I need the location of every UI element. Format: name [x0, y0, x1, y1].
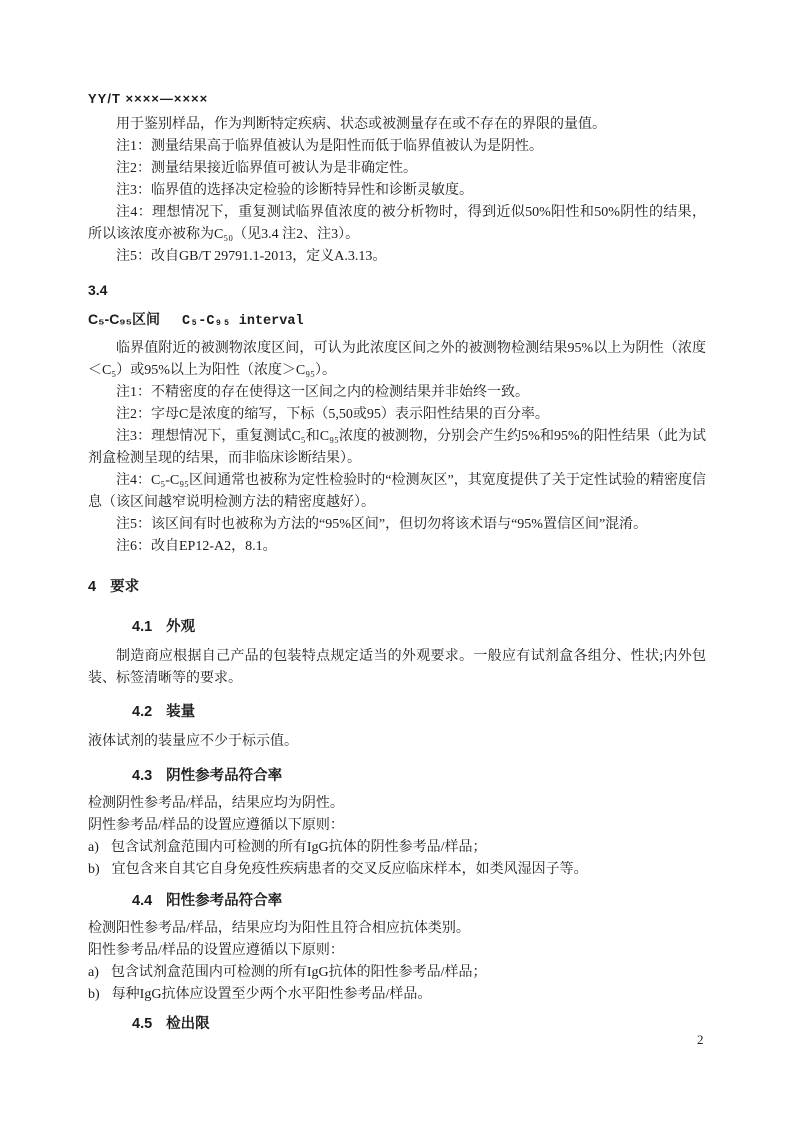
- running-header: YY/T ××××—××××: [88, 91, 209, 106]
- subsection-4-4-paragraph-2: 阳性参考品/样品的设置应遵循以下原则：: [88, 943, 344, 958]
- subsection-4-5-heading: [132, 1013, 706, 1035]
- list-item-label: b): [88, 987, 100, 1002]
- subsection-4-1-heading: [132, 616, 706, 638]
- list-item-label: a): [88, 840, 99, 855]
- list-item-label: a): [88, 965, 99, 980]
- subsection-4-4-item-b: [88, 984, 706, 1006]
- subsection-4-5-number: 4.5: [132, 1016, 153, 1032]
- term-3-4-heading: [88, 308, 706, 333]
- section-4-heading: [88, 576, 706, 598]
- term-3-4-number: 3.4: [88, 282, 108, 298]
- subsection-4-2-heading: [132, 701, 706, 723]
- subsection-4-1-paragraph: 制造商应根据自己产品的包装特点规定适当的外观要求。一般应有试剂盒各组分、性状;内外包装、标签清晰等的要求。: [88, 649, 706, 686]
- term-3-4-en: C₅-C₉₅ interval: [182, 314, 304, 329]
- section-4-title: 要求: [110, 579, 140, 595]
- cutoff-definition-paragraph: 用于鉴别样品，作为判断特定疾病、状态或被测量存在或不存在的界限的量值。: [116, 117, 606, 132]
- term-3-4-note-2: 注2：字母C是浓度的缩写，下标（5,50或95）表示阳性结果的百分率。: [116, 407, 549, 422]
- term-3-4-definition: 临界值附近的被测物浓度区间，可认为此浓度区间之外的被测物检测结果95%以上为阴性（浓度＜C₅）或95%以上为阳性（浓度＞C₉₅）。: [88, 341, 706, 378]
- list-item-text: 包含试剂盒范围内可检测的所有IgG抗体的阳性参考品/样品；: [110, 965, 487, 980]
- term-3-4-note-5: 注5：该区间有时也被称为方法的“95%区间”，但切勿将该术语与“95%置信区间”混淆。: [116, 517, 648, 532]
- subsection-4-4-title: 阳性参考品符合率: [166, 893, 283, 909]
- cutoff-note-1: 注1：测量结果高于临界值被认为是阳性而低于临界值被认为是阴性。: [116, 139, 543, 154]
- subsection-4-4-number: 4.4: [132, 893, 153, 909]
- subsection-4-1-title: 外观: [166, 619, 196, 635]
- cutoff-note-2: 注2：测量结果接近临界值可被认为是非确定性。: [116, 161, 417, 176]
- subsection-4-3-item-b: [88, 859, 706, 881]
- page-number: 2: [697, 1032, 704, 1047]
- term-3-4-note-4: 注4：C₅-C₉₅区间通常也被称为定性检验时的“检测灰区”，其宽度提供了关于定性试验的精密度信息（该区间越窄说明检测方法的精密度越好）。: [88, 473, 706, 510]
- term-3-4-note-1: 注1：不精密度的存在使得这一区间之内的检测结果并非始终一致。: [116, 385, 529, 400]
- subsection-4-3-paragraph-2: 阴性参考品/样品的设置应遵循以下原则：: [88, 818, 344, 833]
- subsection-4-1-number: 4.1: [132, 619, 153, 635]
- subsection-4-3-heading: [132, 765, 706, 787]
- subsection-4-4-item-a: [88, 962, 706, 984]
- term-3-4-note-3: 注3：理想情况下，重复测试C₅和C₉₅浓度的被测物，分别会产生约5%和95%的阳性结果（此为试剂盒检测呈现的结果，而非临床诊断结果）。: [88, 429, 706, 466]
- subsection-4-2-number: 4.2: [132, 704, 153, 720]
- subsection-4-2-title: 装量: [166, 704, 196, 720]
- subsection-4-3-title: 阴性参考品符合率: [166, 768, 283, 784]
- list-item-text: 每种IgG抗体应设置至少两个水平阳性参考品/样品。: [111, 987, 432, 1002]
- list-item-label: b): [88, 862, 100, 877]
- subsection-4-3-number: 4.3: [132, 768, 153, 784]
- cutoff-note-3: 注3：临界值的选择决定检验的诊断特异性和诊断灵敏度。: [116, 183, 473, 198]
- subsection-4-3-item-a: [88, 837, 706, 859]
- subsection-4-2-paragraph: 液体试剂的装量应不少于标示值。: [88, 734, 298, 749]
- cutoff-note-5: 注5：改自GB/T 29791.1-2013，定义A.3.13。: [116, 249, 387, 264]
- term-3-4-zh: C₅-C₉₅区间: [88, 311, 161, 327]
- term-3-4-note-6: 注6：改自EP12-A2，8.1。: [116, 539, 277, 554]
- cutoff-note-4: 注4：理想情况下，重复测试临界值浓度的被分析物时，得到近似50%阳性和50%阴性的结果，所以该浓度亦被称为C₅₀（见3.4 注2、注3）。: [88, 205, 706, 242]
- subsection-4-4-paragraph-1: 检测阳性参考品/样品，结果应均为阳性且符合相应抗体类别。: [88, 921, 470, 936]
- section-4-number: 4: [88, 579, 97, 595]
- subsection-4-5-title: 检出限: [166, 1016, 210, 1032]
- subsection-4-3-paragraph-1: 检测阴性参考品/样品，结果应均为阴性。: [88, 796, 344, 811]
- list-item-text: 宜包含来自其它自身免疫性疾病患者的交叉反应临床样本，如类风湿因子等。: [111, 862, 588, 877]
- list-item-text: 包含试剂盒范围内可检测的所有IgG抗体的阴性参考品/样品；: [110, 840, 487, 855]
- subsection-4-4-heading: [132, 890, 706, 912]
